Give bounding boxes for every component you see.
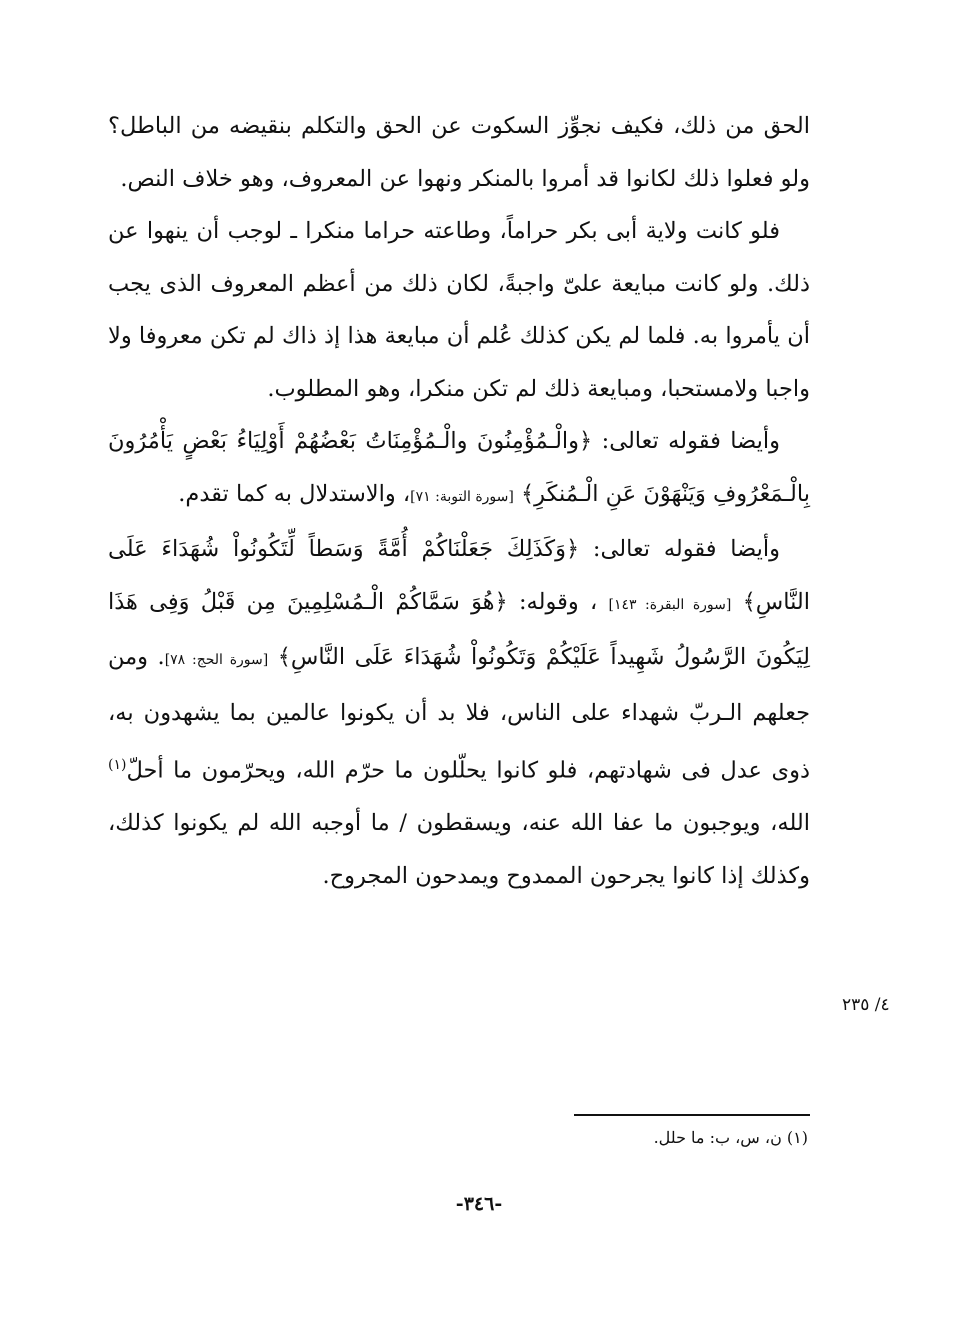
verse-baqarah: وأيضا فقوله تعالى: ﴿وَكَذَلِكَ جَعَلْنَاكُمْ أُمَّةً وَسَطاً لِّتَكُونُواْ شُهَدَاءَ عَلَى النَّاسِ﴾ [108, 536, 811, 615]
main-text [108, 100, 810, 902]
paragraph-4-tail: الله، ويوجبون ما عفا الله عنه، ويسقطون / ما أوجبه الله لم يكونوا كذلك، وكذلك إذا كانوا يجرحون الممدوح ويمدحون المجروح. [108, 810, 810, 889]
paragraph-4-body: . ومن جعلهم الـربّ شهداء على الناس، فلا بد أن يكونوا عالمين بما يشهدون به، ذوى عدل فى شهادتهم، فلو كانوا يحلّلون ما حرّم الله، ويحرّمون ما أحلّ [108, 644, 810, 784]
reference-tawbah: [سورة التوبة: ٧١] [410, 488, 514, 505]
footnote-divider [574, 1114, 810, 1116]
verse-hajj: ، وقوله: ﴿هُوَ سَمَّاكُمْ الْـمُسْلِمِينَ مِن قَبْلُ وَفِى هَذَا لِيَكُونَ الرَّسُولُ شَهِيداً عَلَيْكُمْ وَتَكُونُواْ شُهَدَاءَ عَلَى النَّاسِ﴾ [108, 588, 810, 670]
verse-tawbah: وأيضا فقوله تعالى: ﴿والْـمُؤْمِنُونَ والْـمُؤْمِنَاتُ بَعْضُهُمْ أَوْلِيَاءُ بَعْضٍ يَأْمُرُونَ بِالْـمَعْرُوفِ وَيَنْهَوْنَ عَنِ الْـمُنكَرِ﴾ [108, 428, 810, 507]
paragraph-4 [108, 523, 810, 902]
paragraph-1-text: الحق من ذلك، فكيف نجوِّز السكوت عن الحق والتكلم بنقيضه من الباطل؟ ولو فعلوا ذلك لكانوا قد أمروا بالمنكر ونهوا عن المعروف، وهو خلاف النص. [108, 113, 810, 192]
paragraph-3 [108, 415, 810, 523]
paragraph-2 [108, 205, 810, 415]
footnote-marker: (١) [108, 757, 127, 773]
paragraph-3-tail: ، والاستدلال به كما تقدم. [178, 480, 411, 507]
page-number: -٣٤٦- [455, 1193, 503, 1215]
footnote: (١) ن، س، ب: ما حلل. [653, 1128, 808, 1147]
paragraph-2-text: فلو كانت ولاية أبى بكر حراماً، وطاعته حراما منكرا ـ لوجب أن ينهوا عن ذلك. ولو كانت مبايعة علىّ واجبةً، لكان ذلك من أعظم المعروف الذى يجب أن يأمروا به. فلما لم يكن كذلك عُلم أن مبايعة هذا إذ ذاك لم تكن معروفا ولا واجبا ولامستحبا، ومبايعة ذلك لم تكن منكرا، وهو المطلوب. [108, 218, 810, 402]
margin-page-reference: ٤/ ٢٣٥ [842, 995, 890, 1015]
paragraph-1 [108, 100, 810, 205]
reference-baqarah: [سورة البقرة: ١٤٣] [608, 596, 732, 613]
reference-hajj: [سورة الحج: ٧٨] [164, 652, 269, 668]
